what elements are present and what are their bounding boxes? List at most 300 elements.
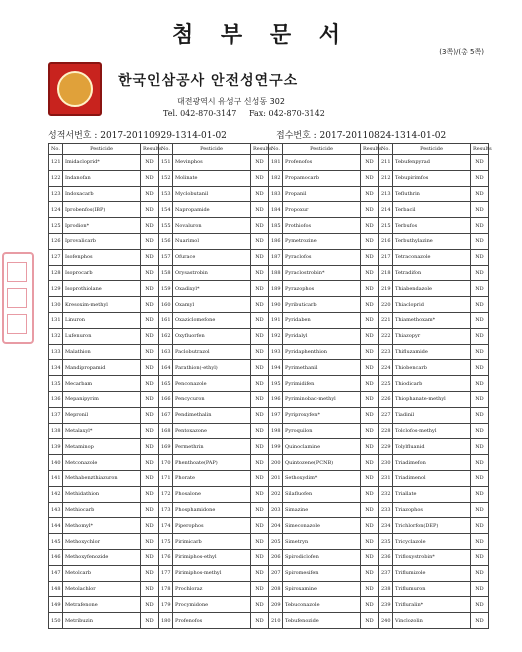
page-number: (3쪽)/(총 5쪽) (439, 48, 484, 56)
pesticide-name-cell: Profenofos (283, 155, 361, 171)
pesticide-name-cell: Pentoxazone (173, 423, 251, 439)
pesticide-name-cell: Orysastrobin (173, 265, 251, 281)
result-cell: ND (471, 312, 489, 328)
pesticide-name-cell: Paclobutrazol (173, 344, 251, 360)
row-number-cell: 147 (49, 565, 63, 581)
result-cell: ND (471, 249, 489, 265)
column-header: Results (251, 144, 269, 155)
row-number-cell: 193 (269, 344, 283, 360)
result-cell: ND (141, 613, 159, 629)
row-number-cell: 160 (159, 297, 173, 313)
pesticide-name-cell: Pymetrozine (283, 233, 361, 249)
result-cell: ND (361, 249, 379, 265)
table-row (49, 486, 489, 502)
row-number-cell: 124 (49, 202, 63, 218)
result-cell: ND (251, 155, 269, 171)
table-row (49, 376, 489, 392)
pesticide-name-cell: Triadimenol (393, 470, 471, 486)
result-cell: ND (361, 391, 379, 407)
pesticide-name-cell: Tolylfluanid (393, 439, 471, 455)
pesticide-name-cell: Pencycuron (173, 391, 251, 407)
row-number-cell: 212 (379, 170, 393, 186)
column-header: Pesticide (173, 144, 251, 155)
result-cell: ND (251, 170, 269, 186)
result-cell: ND (471, 170, 489, 186)
result-cell: ND (141, 581, 159, 597)
row-number-cell: 200 (269, 455, 283, 471)
row-number-cell: 203 (269, 502, 283, 518)
column-header: Results (361, 144, 379, 155)
result-cell: ND (471, 391, 489, 407)
row-number-cell: 181 (269, 155, 283, 171)
table-row (49, 407, 489, 423)
pesticide-name-cell: Pyriproxyfen* (283, 407, 361, 423)
pesticide-name-cell: Phorate (173, 470, 251, 486)
row-number-cell: 144 (49, 518, 63, 534)
pesticide-name-cell: Propanil (283, 186, 361, 202)
result-cell: ND (251, 549, 269, 565)
pesticide-name-cell: Vinclozolin (393, 613, 471, 629)
pesticide-name-cell: Isoprothiolane (63, 281, 141, 297)
result-cell: ND (361, 265, 379, 281)
pesticide-name-cell: Pirimicarb (173, 534, 251, 550)
row-number-cell: 225 (379, 376, 393, 392)
row-number-cell: 187 (269, 249, 283, 265)
result-cell: ND (471, 344, 489, 360)
result-cell: ND (251, 613, 269, 629)
result-cell: ND (251, 281, 269, 297)
pesticide-name-cell: Methabenzthiazuron (63, 470, 141, 486)
pesticide-name-cell: Indanofan (63, 170, 141, 186)
pesticide-name-cell: Pyridaphenthion (283, 344, 361, 360)
row-number-cell: 173 (159, 502, 173, 518)
pesticide-name-cell: Metolcarb (63, 565, 141, 581)
table-row (49, 344, 489, 360)
pesticide-name-cell: Tebupirimfos (393, 170, 471, 186)
row-number-cell: 237 (379, 565, 393, 581)
table-row (49, 233, 489, 249)
row-number-cell: 238 (379, 581, 393, 597)
row-number-cell: 128 (49, 265, 63, 281)
result-cell: ND (141, 549, 159, 565)
pesticide-name-cell: Pyridaben (283, 312, 361, 328)
result-cell: ND (141, 518, 159, 534)
row-number-cell: 230 (379, 455, 393, 471)
row-number-cell: 188 (269, 265, 283, 281)
result-cell: ND (471, 518, 489, 534)
result-cell: ND (251, 233, 269, 249)
table-row (49, 502, 489, 518)
row-number-cell: 132 (49, 328, 63, 344)
table-row (49, 455, 489, 471)
result-cell: ND (471, 407, 489, 423)
result-cell: ND (141, 328, 159, 344)
result-cell: ND (471, 202, 489, 218)
column-header: Results (471, 144, 489, 155)
result-cell: ND (471, 565, 489, 581)
pesticide-name-cell: Myclobutanil (173, 186, 251, 202)
table-row (49, 423, 489, 439)
pesticide-name-cell: Triallate (393, 486, 471, 502)
pesticide-name-cell: Molinate (173, 170, 251, 186)
row-number-cell: 151 (159, 155, 173, 171)
result-cell: ND (471, 360, 489, 376)
result-cell: ND (361, 407, 379, 423)
pesticide-name-cell: Pyributicarb (283, 297, 361, 313)
pesticide-name-cell: Parathion(-ethyl) (173, 360, 251, 376)
row-number-cell: 146 (49, 549, 63, 565)
row-number-cell: 165 (159, 376, 173, 392)
result-cell: ND (251, 581, 269, 597)
row-number-cell: 184 (269, 202, 283, 218)
row-number-cell: 162 (159, 328, 173, 344)
row-number-cell: 216 (379, 233, 393, 249)
result-cell: ND (141, 534, 159, 550)
row-number-cell: 131 (49, 312, 63, 328)
row-number-cell: 191 (269, 312, 283, 328)
row-number-cell: 171 (159, 470, 173, 486)
row-number-cell: 137 (49, 407, 63, 423)
row-number-cell: 141 (49, 470, 63, 486)
pesticide-name-cell: Methiocarb (63, 502, 141, 518)
pesticide-name-cell: Tricyclazole (393, 534, 471, 550)
pesticide-name-cell: Kresoxim-methyl (63, 297, 141, 313)
result-cell: ND (361, 439, 379, 455)
row-number-cell: 159 (159, 281, 173, 297)
pesticide-name-cell: Mepronil (63, 407, 141, 423)
pesticide-name-cell: Metrafenone (63, 597, 141, 613)
pesticide-name-cell: Pyrimidifen (283, 376, 361, 392)
row-number-cell: 174 (159, 518, 173, 534)
tel-number: Tel. 042-870-3147 (163, 109, 237, 118)
row-number-cell: 172 (159, 486, 173, 502)
pesticide-name-cell: Triflumizole (393, 565, 471, 581)
row-number-cell: 156 (159, 233, 173, 249)
fax-number: Fax: 042-870-3142 (248, 109, 325, 118)
row-number-cell: 163 (159, 344, 173, 360)
row-number-cell: 234 (379, 518, 393, 534)
row-number-cell: 145 (49, 534, 63, 550)
result-cell: ND (361, 344, 379, 360)
row-number-cell: 143 (49, 502, 63, 518)
pesticide-name-cell: Quintozene(PCNB) (283, 455, 361, 471)
row-number-cell: 208 (269, 581, 283, 597)
pesticide-name-cell: Terbuthylazine (393, 233, 471, 249)
result-cell: ND (361, 202, 379, 218)
row-number-cell: 152 (159, 170, 173, 186)
table-row (49, 186, 489, 202)
row-number-cell: 155 (159, 218, 173, 234)
pesticide-name-cell: Tiadinil (393, 407, 471, 423)
row-number-cell: 215 (379, 218, 393, 234)
result-cell: ND (361, 470, 379, 486)
table-row (49, 597, 489, 613)
pesticide-name-cell: Simazine (283, 502, 361, 518)
result-cell: ND (251, 376, 269, 392)
result-cell: ND (141, 486, 159, 502)
pesticide-name-cell: Malathion (63, 344, 141, 360)
pesticide-name-cell: Simetryn (283, 534, 361, 550)
result-cell: ND (251, 344, 269, 360)
pesticide-name-cell: Trifloxystrobin* (393, 549, 471, 565)
row-number-cell: 123 (49, 186, 63, 202)
result-cell: ND (471, 470, 489, 486)
result-cell: ND (361, 486, 379, 502)
table-row (49, 470, 489, 486)
row-number-cell: 167 (159, 407, 173, 423)
pesticide-name-cell: Napropamide (173, 202, 251, 218)
pesticide-name-cell: Silafluofen (283, 486, 361, 502)
row-number-cell: 236 (379, 549, 393, 565)
row-number-cell: 183 (269, 186, 283, 202)
result-cell: ND (361, 328, 379, 344)
row-number-cell: 195 (269, 376, 283, 392)
result-cell: ND (141, 360, 159, 376)
pesticide-name-cell: Tefluthrin (393, 186, 471, 202)
pesticide-name-cell: Oxamyl (173, 297, 251, 313)
row-number-cell: 133 (49, 344, 63, 360)
table-row (49, 155, 489, 171)
result-cell: ND (251, 439, 269, 455)
row-number-cell: 240 (379, 613, 393, 629)
column-header: Pesticide (393, 144, 471, 155)
result-cell: ND (141, 265, 159, 281)
row-number-cell: 157 (159, 249, 173, 265)
result-cell: ND (141, 202, 159, 218)
pesticide-name-cell: Mecarbam (63, 376, 141, 392)
table-row (49, 312, 489, 328)
table-body (49, 155, 489, 629)
pesticide-name-cell: Pyrazophos (283, 281, 361, 297)
result-cell: ND (471, 549, 489, 565)
column-header: Results (141, 144, 159, 155)
pesticide-name-cell: Propamocarb (283, 170, 361, 186)
pesticide-name-cell: Triflumuron (393, 581, 471, 597)
table-row (49, 328, 489, 344)
result-cell: ND (251, 455, 269, 471)
column-header: No. (269, 144, 283, 155)
row-number-cell: 153 (159, 186, 173, 202)
receipt-number: 접수번호 : 2017-20110824-1314-01-02 (276, 131, 447, 141)
result-cell: ND (361, 281, 379, 297)
result-cell: ND (141, 407, 159, 423)
table-row (49, 265, 489, 281)
result-cell: ND (141, 439, 159, 455)
result-cell: ND (141, 186, 159, 202)
pesticide-name-cell: Oxaziclomefone (173, 312, 251, 328)
row-number-cell: 232 (379, 486, 393, 502)
pesticide-name-cell: Terbacil (393, 202, 471, 218)
table-row (49, 613, 489, 629)
table-row (49, 391, 489, 407)
row-number-cell: 204 (269, 518, 283, 534)
row-number-cell: 192 (269, 328, 283, 344)
result-cell: ND (141, 597, 159, 613)
pesticide-name-cell: Methoxychlor (63, 534, 141, 550)
pesticide-name-cell: Tebuconazole (283, 597, 361, 613)
result-cell: ND (361, 613, 379, 629)
row-number-cell: 231 (379, 470, 393, 486)
pesticide-name-cell: Pyriminobac-methyl (283, 391, 361, 407)
row-number-cell: 217 (379, 249, 393, 265)
result-cell: ND (141, 470, 159, 486)
row-number-cell: 196 (269, 391, 283, 407)
row-number-cell: 209 (269, 597, 283, 613)
row-number-cell: 202 (269, 486, 283, 502)
row-number-cell: 207 (269, 565, 283, 581)
result-cell: ND (361, 297, 379, 313)
row-number-cell: 161 (159, 312, 173, 328)
result-cell: ND (471, 265, 489, 281)
result-cell: ND (251, 391, 269, 407)
pesticide-name-cell: Piperophos (173, 518, 251, 534)
pesticide-name-cell: Isoprocarb (63, 265, 141, 281)
row-number-cell: 169 (159, 439, 173, 455)
row-number-cell: 179 (159, 597, 173, 613)
row-number-cell: 210 (269, 613, 283, 629)
row-number-cell: 130 (49, 297, 63, 313)
pesticide-name-cell: Sethoxydim* (283, 470, 361, 486)
result-cell: ND (251, 186, 269, 202)
result-cell: ND (141, 344, 159, 360)
pesticide-name-cell: Tetradifon (393, 265, 471, 281)
row-number-cell: 194 (269, 360, 283, 376)
result-cell: ND (361, 565, 379, 581)
result-cell: ND (251, 218, 269, 234)
pesticide-name-cell: Oxyfluorfen (173, 328, 251, 344)
document-title: 첨 부 문 서 (172, 22, 350, 48)
table-row (49, 170, 489, 186)
result-cell: ND (251, 360, 269, 376)
result-cell: ND (251, 297, 269, 313)
row-number-cell: 125 (49, 218, 63, 234)
pesticide-name-cell: Methoxyfenozide (63, 549, 141, 565)
pesticide-name-cell: Triadimefon (393, 455, 471, 471)
pesticide-name-cell: Metconazole (63, 455, 141, 471)
pesticide-name-cell: Pyraclostrobin* (283, 265, 361, 281)
result-cell: ND (251, 423, 269, 439)
pesticide-name-cell: Permethrin (173, 439, 251, 455)
row-number-cell: 178 (159, 581, 173, 597)
pesticide-name-cell: Prothiofos (283, 218, 361, 234)
pesticide-name-cell: Pirimiphos-methyl (173, 565, 251, 581)
pesticide-name-cell: Pyraclofos (283, 249, 361, 265)
result-cell: ND (361, 581, 379, 597)
row-number-cell: 182 (269, 170, 283, 186)
row-number-cell: 164 (159, 360, 173, 376)
result-cell: ND (361, 549, 379, 565)
certificate-number: 성적서번호 : 2017-20110929-1314-01-02 (48, 131, 227, 141)
pesticide-name-cell: Iprovalicarb (63, 233, 141, 249)
pesticide-name-cell: Thiamethoxam* (393, 312, 471, 328)
pesticide-name-cell: Tolclofos-methyl (393, 423, 471, 439)
pesticide-name-cell: Procymidone (173, 597, 251, 613)
row-number-cell: 149 (49, 597, 63, 613)
row-number-cell: 139 (49, 439, 63, 455)
pesticide-name-cell: Thiophanate-methyl (393, 391, 471, 407)
result-cell: ND (251, 202, 269, 218)
row-number-cell: 233 (379, 502, 393, 518)
pesticide-name-cell: Phosphamidone (173, 502, 251, 518)
row-number-cell: 220 (379, 297, 393, 313)
row-number-cell: 218 (379, 265, 393, 281)
result-cell: ND (361, 186, 379, 202)
result-cell: ND (471, 281, 489, 297)
row-number-cell: 186 (269, 233, 283, 249)
pesticide-name-cell: Spiromesifen (283, 565, 361, 581)
pesticide-name-cell: Oxadixyl* (173, 281, 251, 297)
result-cell: ND (141, 218, 159, 234)
result-cell: ND (361, 376, 379, 392)
pesticide-name-cell: Thiabendazole (393, 281, 471, 297)
pesticide-name-cell: Penconazole (173, 376, 251, 392)
result-cell: ND (141, 502, 159, 518)
row-number-cell: 166 (159, 391, 173, 407)
pesticide-name-cell: Quinoclamine (283, 439, 361, 455)
row-number-cell: 168 (159, 423, 173, 439)
row-number-cell: 129 (49, 281, 63, 297)
pesticide-name-cell: Ofurace (173, 249, 251, 265)
result-cell: ND (471, 502, 489, 518)
table-row (49, 218, 489, 234)
row-number-cell: 235 (379, 534, 393, 550)
row-number-cell: 177 (159, 565, 173, 581)
pesticide-name-cell: Iprodion* (63, 218, 141, 234)
row-number-cell: 222 (379, 328, 393, 344)
table-row (49, 581, 489, 597)
result-cell: ND (141, 249, 159, 265)
row-number-cell: 239 (379, 597, 393, 613)
result-cell: ND (141, 155, 159, 171)
result-cell: ND (141, 281, 159, 297)
column-header: No. (379, 144, 393, 155)
row-number-cell: 180 (159, 613, 173, 629)
pesticide-name-cell: Phosalone (173, 486, 251, 502)
result-cell: ND (361, 218, 379, 234)
row-number-cell: 142 (49, 486, 63, 502)
row-number-cell: 226 (379, 391, 393, 407)
result-cell: ND (361, 455, 379, 471)
pesticide-name-cell: Indoxacarb (63, 186, 141, 202)
pesticide-name-cell: Spirodiclofen (283, 549, 361, 565)
row-number-cell: 190 (269, 297, 283, 313)
pesticide-name-cell: Metalaxyl* (63, 423, 141, 439)
row-number-cell: 154 (159, 202, 173, 218)
pesticide-name-cell: Nuarimol (173, 233, 251, 249)
pesticide-name-cell: Terbufos (393, 218, 471, 234)
row-number-cell: 185 (269, 218, 283, 234)
row-number-cell: 228 (379, 423, 393, 439)
result-cell: ND (141, 170, 159, 186)
result-cell: ND (251, 249, 269, 265)
result-cell: ND (471, 376, 489, 392)
row-number-cell: 148 (49, 581, 63, 597)
pesticide-name-cell: Iprobenfos(IBP) (63, 202, 141, 218)
row-number-cell: 219 (379, 281, 393, 297)
column-header: Pesticide (63, 144, 141, 155)
column-header: Pesticide (283, 144, 361, 155)
result-cell: ND (361, 518, 379, 534)
pesticide-name-cell: Methidathion (63, 486, 141, 502)
pesticide-name-cell: Thiacloprid (393, 297, 471, 313)
pesticide-name-cell: Tebufenozide (283, 613, 361, 629)
pesticide-name-cell: Profenofos (173, 613, 251, 629)
row-number-cell: 229 (379, 439, 393, 455)
result-cell: ND (251, 597, 269, 613)
result-cell: ND (361, 155, 379, 171)
row-number-cell: 122 (49, 170, 63, 186)
result-cell: ND (251, 407, 269, 423)
